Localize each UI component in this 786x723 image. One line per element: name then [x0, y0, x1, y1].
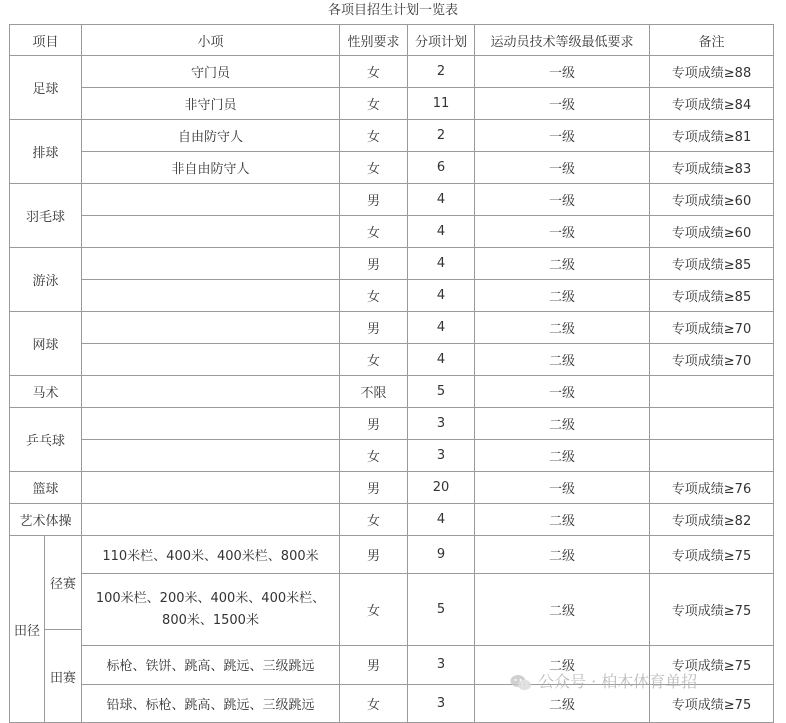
- gender-cell: 女: [340, 574, 408, 646]
- gender-cell: 女: [340, 88, 408, 120]
- level-cell: 一级: [475, 376, 650, 408]
- table-row: [10, 152, 774, 184]
- plan-cell: 11: [408, 88, 475, 120]
- gender-cell: 不限: [340, 376, 408, 408]
- note-cell: [650, 408, 774, 440]
- table-row: [10, 312, 774, 344]
- level-cell: 一级: [475, 120, 650, 152]
- level-cell: 二级: [475, 646, 650, 684]
- header-level: 运动员技术等级最低要求: [475, 25, 650, 56]
- note-cell: 专项成绩≥82: [650, 504, 774, 536]
- note-cell: 专项成绩≥81: [650, 120, 774, 152]
- group-label-track: 径赛: [45, 536, 81, 630]
- plan-cell: 4: [408, 216, 475, 248]
- plan-cell: 6: [408, 152, 475, 184]
- plan-cell: 5: [408, 376, 475, 408]
- sub-item-cell: 铅球、标枪、跳高、跳远、三级跳远: [82, 684, 340, 722]
- plan-cell: 2: [408, 120, 475, 152]
- gender-cell: 男: [340, 646, 408, 684]
- wechat-icon: [510, 674, 532, 692]
- enrollment-plan-table: [9, 24, 774, 723]
- level-cell: 二级: [475, 574, 650, 646]
- level-cell: 一级: [475, 88, 650, 120]
- header-sub-item: 小项: [82, 25, 340, 56]
- level-cell: 二级: [475, 280, 650, 312]
- note-cell: [650, 440, 774, 472]
- table-row: [10, 504, 774, 536]
- plan-cell: 4: [408, 312, 475, 344]
- gender-cell: 男: [340, 408, 408, 440]
- project-cell: 网球: [10, 312, 82, 376]
- gender-cell: 男: [340, 184, 408, 216]
- level-cell: 一级: [475, 472, 650, 504]
- level-cell: 二级: [475, 312, 650, 344]
- level-cell: 二级: [475, 344, 650, 376]
- table-row: [10, 574, 774, 646]
- plan-cell: 3: [408, 408, 475, 440]
- plan-cell: 3: [408, 684, 475, 722]
- note-cell: 专项成绩≥75: [650, 574, 774, 646]
- gender-cell: 女: [340, 684, 408, 722]
- sub-item-cell: 非自由防守人: [82, 152, 340, 184]
- sub-item-cell: [82, 312, 340, 344]
- gender-cell: 女: [340, 216, 408, 248]
- plan-cell: 4: [408, 344, 475, 376]
- sub-item-cell: [82, 248, 340, 280]
- table-row: [10, 376, 774, 408]
- project-cell: 排球: [10, 120, 82, 184]
- gender-cell: 男: [340, 472, 408, 504]
- gender-cell: 女: [340, 280, 408, 312]
- note-cell: 专项成绩≥88: [650, 56, 774, 88]
- gender-cell: 男: [340, 536, 408, 574]
- sub-item-cell: 100米栏、200米、400米、400米栏、800米、1500米: [82, 574, 340, 646]
- note-cell: 专项成绩≥76: [650, 472, 774, 504]
- level-cell: 二级: [475, 684, 650, 722]
- note-cell: 专项成绩≥75: [650, 536, 774, 574]
- level-cell: 二级: [475, 248, 650, 280]
- sub-item-cell: [82, 216, 340, 248]
- level-cell: 二级: [475, 408, 650, 440]
- gender-cell: 女: [340, 120, 408, 152]
- plan-cell: 4: [408, 504, 475, 536]
- table-row: [10, 440, 774, 472]
- table-row: [10, 344, 774, 376]
- table-row: [10, 280, 774, 312]
- table-row: [10, 56, 774, 88]
- table-row: [10, 536, 774, 574]
- project-cell: 篮球: [10, 472, 82, 504]
- table-row: [10, 408, 774, 440]
- project-cell: 乒乓球: [10, 408, 82, 472]
- sub-item-cell: [82, 184, 340, 216]
- gender-cell: 女: [340, 344, 408, 376]
- group-label-field: 田赛: [49, 670, 76, 686]
- gender-cell: 女: [340, 56, 408, 88]
- project-cell: 足球: [10, 56, 82, 120]
- plan-cell: 20: [408, 472, 475, 504]
- plan-cell: 4: [408, 248, 475, 280]
- gender-cell: 女: [340, 504, 408, 536]
- table-row: [10, 216, 774, 248]
- plan-cell: 2: [408, 56, 475, 88]
- table-row: [10, 248, 774, 280]
- note-cell: 专项成绩≥85: [650, 248, 774, 280]
- note-cell: 专项成绩≥70: [650, 344, 774, 376]
- project-cell: 艺术体操: [10, 504, 82, 536]
- note-cell: 专项成绩≥83: [650, 152, 774, 184]
- note-cell: 专项成绩≥84: [650, 88, 774, 120]
- track-field-groups: [44, 536, 81, 722]
- sub-item-cell: 标枪、铁饼、跳高、跳远、三级跳远: [82, 646, 340, 684]
- note-cell: 专项成绩≥70: [650, 312, 774, 344]
- sub-item-cell: [82, 376, 340, 408]
- sub-item-cell: [82, 280, 340, 312]
- level-cell: 一级: [475, 152, 650, 184]
- level-cell: 一级: [475, 184, 650, 216]
- note-cell: 专项成绩≥75: [650, 684, 774, 722]
- level-cell: 二级: [475, 440, 650, 472]
- sub-item-cell: [82, 440, 340, 472]
- gender-cell: 男: [340, 248, 408, 280]
- note-cell: 专项成绩≥85: [650, 280, 774, 312]
- project-label: 田径: [13, 623, 40, 639]
- level-cell: 一级: [475, 216, 650, 248]
- note-cell: 专项成绩≥60: [650, 184, 774, 216]
- sub-item-cell: [82, 472, 340, 504]
- sub-item-cell: 非守门员: [82, 88, 340, 120]
- plan-cell: 4: [408, 280, 475, 312]
- table-caption: 各项目招生计划一览表: [327, 3, 458, 18]
- sub-item-cell: [82, 504, 340, 536]
- sub-item-cell: [82, 408, 340, 440]
- plan-cell: 3: [408, 440, 475, 472]
- sub-item-cell: 自由防守人: [82, 120, 340, 152]
- level-cell: 二级: [475, 536, 650, 574]
- table-row: [10, 120, 774, 152]
- watermark-text: 公众号 · 柏木体育单招: [538, 672, 698, 691]
- table-row: [10, 184, 774, 216]
- plan-cell: 4: [408, 184, 475, 216]
- plan-cell: 9: [408, 536, 475, 574]
- gender-cell: 女: [340, 152, 408, 184]
- header-project: 项目: [10, 25, 82, 56]
- level-cell: 二级: [475, 504, 650, 536]
- sub-item-cell: [82, 344, 340, 376]
- project-cell: 马术: [10, 376, 82, 408]
- project-cell-track-and-field: [10, 536, 82, 723]
- project-cell: 羽毛球: [10, 184, 82, 248]
- table-row: [10, 88, 774, 120]
- plan-cell: 5: [408, 574, 475, 646]
- gender-cell: 男: [340, 312, 408, 344]
- gender-cell: 女: [340, 440, 408, 472]
- header-gender: 性别要求: [340, 25, 408, 56]
- level-cell: 一级: [475, 56, 650, 88]
- header-plan: 分项计划: [408, 25, 475, 56]
- plan-cell: 3: [408, 646, 475, 684]
- project-cell: 游泳: [10, 248, 82, 312]
- sub-item-cell: 守门员: [82, 56, 340, 88]
- note-cell: 专项成绩≥75: [650, 646, 774, 684]
- note-cell: [650, 376, 774, 408]
- watermark: [510, 670, 697, 694]
- table-row: [10, 472, 774, 504]
- note-cell: 专项成绩≥60: [650, 216, 774, 248]
- sub-item-cell: 110米栏、400米、400米栏、800米: [82, 536, 340, 574]
- table-header-row: [10, 25, 774, 56]
- header-note: 备注: [650, 25, 774, 56]
